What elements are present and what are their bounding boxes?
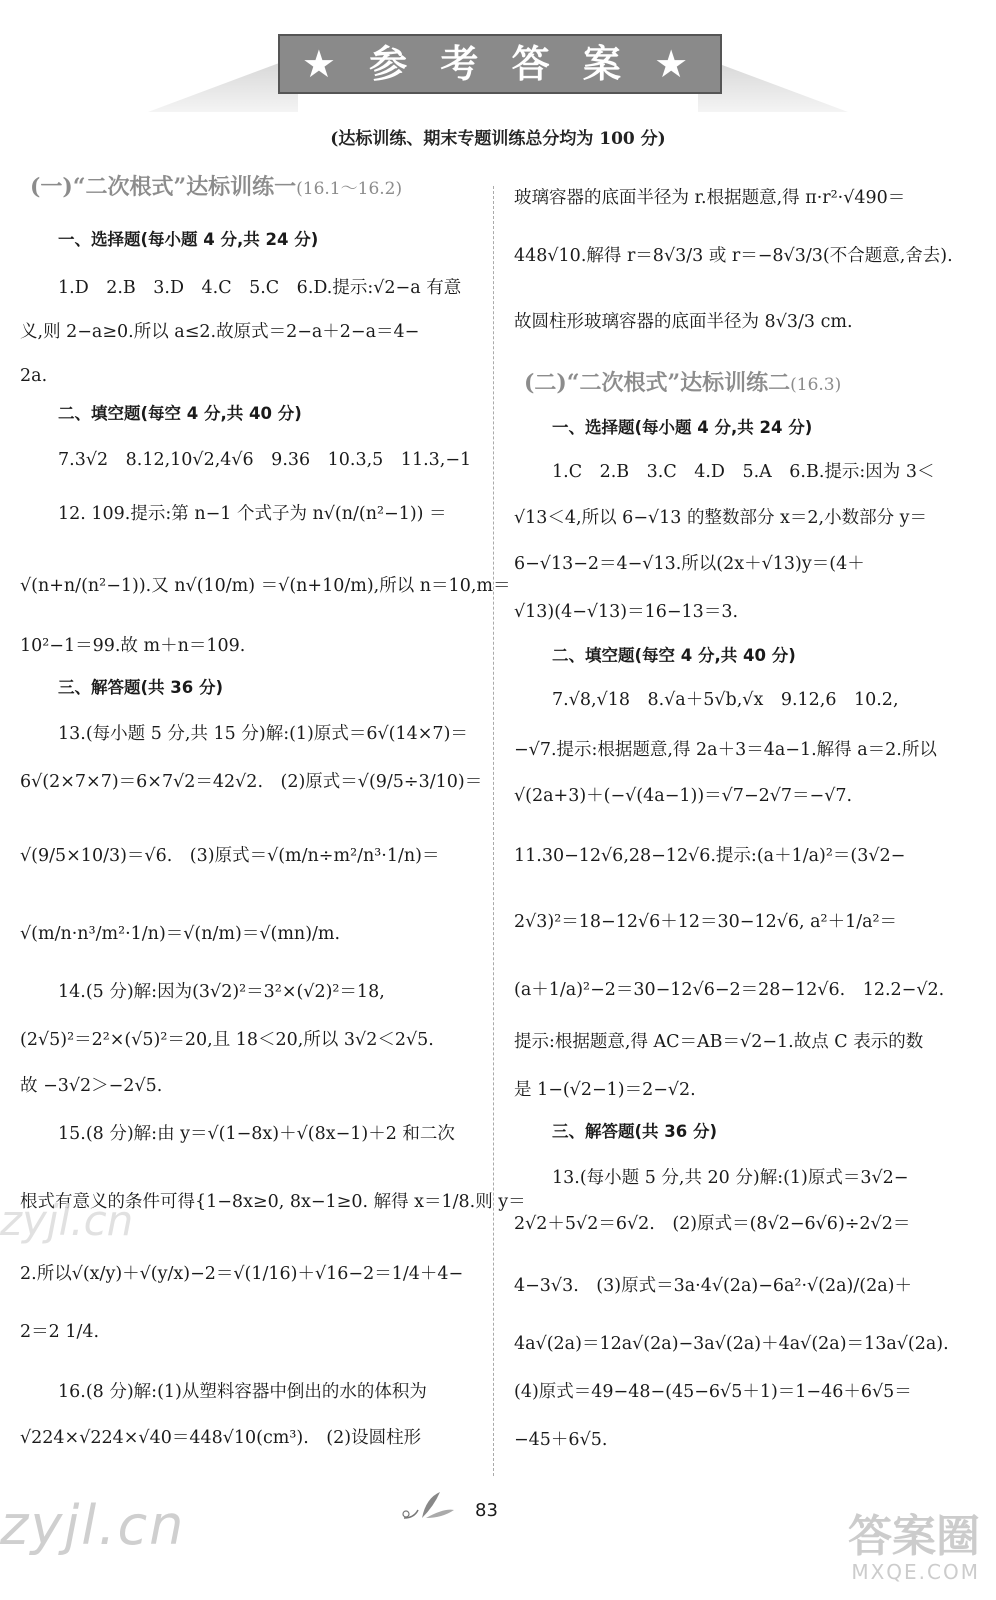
banner-wing-left [148,56,298,112]
answer-line: 10²−1＝99.故 m＋n＝109. [20,636,246,656]
answer-line: −45＋6√5. [514,1430,608,1450]
column-divider [493,186,494,1476]
answer-line: 义,则 2−a≥0.所以 a≤2.故原式＝2−a＋2−a＝4− [20,322,420,342]
answer-line: 6√(2×7×7)＝6×7√2＝42√2. (2)原式＝√(9/5÷3/10)＝ [20,772,483,792]
answer-line: 11.30−12√6,28−12√6.提示:(a＋1/a)²＝(3√2− [514,846,906,866]
answer-line: 2√2＋5√2＝6√2. (2)原式＝(8√2−6√6)÷2√2＝ [514,1214,911,1234]
answer-line: √(9/5×10/3)＝√6. (3)原式＝√(m/n÷m²/n³·1/n)＝ [20,846,440,866]
section-title-text: (二)“二次根式”达标训练二 [524,370,791,396]
answer-line: √(m/n·n³/m²·1/n)＝√(n/m)＝√(mn)/m. [20,924,341,944]
question-type-heading: 一、选择题(每小题 4 分,共 24 分) [58,230,319,249]
answer-line: 是 1−(√2−1)＝2−√2. [514,1080,696,1100]
answer-line: (a＋1/a)²−2＝30−12√6−2＝28−12√6. 12.2−√2. [514,980,945,1000]
answer-line: 1.D 2.B 3.D 4.C 5.C 6.D.提示:√2−a 有意 [58,278,462,298]
answer-line: 4a√(2a)＝12a√(2a)−3a√(2a)＋4a√(2a)＝13a√(2a). [514,1334,949,1354]
answer-line: 根式有意义的条件可得{1−8x≥0, 8x−1≥0. 解得 x＝1/8.则 y＝ [20,1192,526,1212]
answer-line: (4)原式＝49−48−(45−6√5＋1)＝1−46＋6√5＝ [514,1382,912,1402]
answer-line: 玻璃容器的底面半径为 r.根据题意,得 π·r²·√490＝ [514,188,906,208]
page-title: ★ 参 考 答 案 ★ [301,42,699,86]
answer-line: 14.(5 分)解:因为(3√2)²＝3²×(√2)²＝18, [58,982,385,1002]
answer-line: 13.(每小题 5 分,共 20 分)解:(1)原式＝3√2− [552,1168,909,1188]
answer-line: 2＝2 1/4. [20,1322,100,1342]
answer-line: 2.所以√(x/y)＋√(y/x)−2＝√(1/16)＋√16−2＝1/4＋4− [20,1264,464,1284]
watermark-left: zyjl.cn [0,1494,186,1557]
answer-line: 提示:根据题意,得 AC＝AB＝√2−1.故点 C 表示的数 [514,1032,924,1052]
section-title [30,176,402,198]
answer-line: (2√5)²＝2²×(√5)²＝20,且 18＜20,所以 3√2＜2√5. [20,1030,434,1050]
page-number: 83 [475,1500,498,1521]
answer-line: 故圆柱形玻璃容器的底面半径为 8√3/3 cm. [514,312,853,332]
answer-line: 16.(8 分)解:(1)从塑料容器中倒出的水的体积为 [58,1382,427,1402]
answer-line: 6−√13−2＝4−√13.所以(2x＋√13)y＝(4＋ [514,554,865,574]
answer-line: 12. 109.提示:第 n−1 个式子为 n√(n/(n²−1)) ＝ [58,504,447,524]
section-title [524,372,841,394]
question-type-heading: 二、填空题(每空 4 分,共 40 分) [58,404,302,423]
answer-line: 1.C 2.B 3.C 4.D 5.A 6.B.提示:因为 3＜ [552,462,935,482]
answer-line: −√7.提示:根据题意,得 2a＋3＝4a−1.解得 a＝2.所以 [514,740,937,760]
question-type-heading: 三、解答题(共 36 分) [58,678,224,697]
answer-line: 15.(8 分)解:由 y＝√(1−8x)＋√(8x−1)＋2 和二次 [58,1124,455,1144]
page-subtitle: (达标训练、期末专题训练总分均为 100 分) [330,129,666,149]
answer-line: 7.√8,√18 8.√a＋5√b,√x 9.12,6 10.2, [552,690,899,710]
answer-line: 7.3√2 8.12,10√2,4√6 9.36 10.3,5 11.3,−1 [58,450,472,470]
watermark-right-big: 答案圈 [848,1511,980,1562]
answer-line: √13)(4−√13)＝16−13＝3. [514,602,739,622]
question-type-heading: 三、解答题(共 36 分) [552,1122,718,1141]
watermark-right [790,1500,980,1584]
answer-line: 448√10.解得 r＝8√3/3 或 r＝−8√3/3(不合题意,舍去). [514,246,953,266]
answer-line: √(n+n/(n²−1)).又 n√(10/m) ＝√(n+10/m),所以 n＝10,m＝ [20,576,511,596]
answer-line: 2a. [20,366,48,386]
answer-line: √13＜4,所以 6−√13 的整数部分 x＝2,小数部分 y＝ [514,508,928,528]
section-title-text: (一)“二次根式”达标训练一 [30,174,297,200]
watermark-right-small: MXQE.COM [851,1560,980,1584]
answer-line: 4−3√3. (3)原式＝3a·4√(2a)−6a²·√(2a)/(2a)＋ [514,1276,913,1296]
question-type-heading: 一、选择题(每小题 4 分,共 24 分) [552,418,813,437]
section-title-range: (16.1～16.2) [296,179,403,199]
answer-line: √(2a+3)＋(−√(4a−1))＝√7−2√7＝−√7. [514,786,853,806]
answer-line: 2√3)²＝18−12√6＋12＝30−12√6, a²＋1/a²＝ [514,912,898,932]
answer-line: 故 −3√2＞−2√5. [20,1076,163,1096]
answer-line: √224×√224×√40＝448√10(cm³). (2)设圆柱形 [20,1428,422,1448]
answer-line: 13.(每小题 5 分,共 15 分)解:(1)原式＝6√(14×7)＝ [58,724,468,744]
watermark-mid: zyjl.cn [0,1196,134,1245]
leaf-ornament-icon [400,1488,460,1524]
title-banner [148,28,848,114]
section-title-range: (16.3) [790,375,842,395]
question-type-heading: 二、填空题(每空 4 分,共 40 分) [552,646,796,665]
